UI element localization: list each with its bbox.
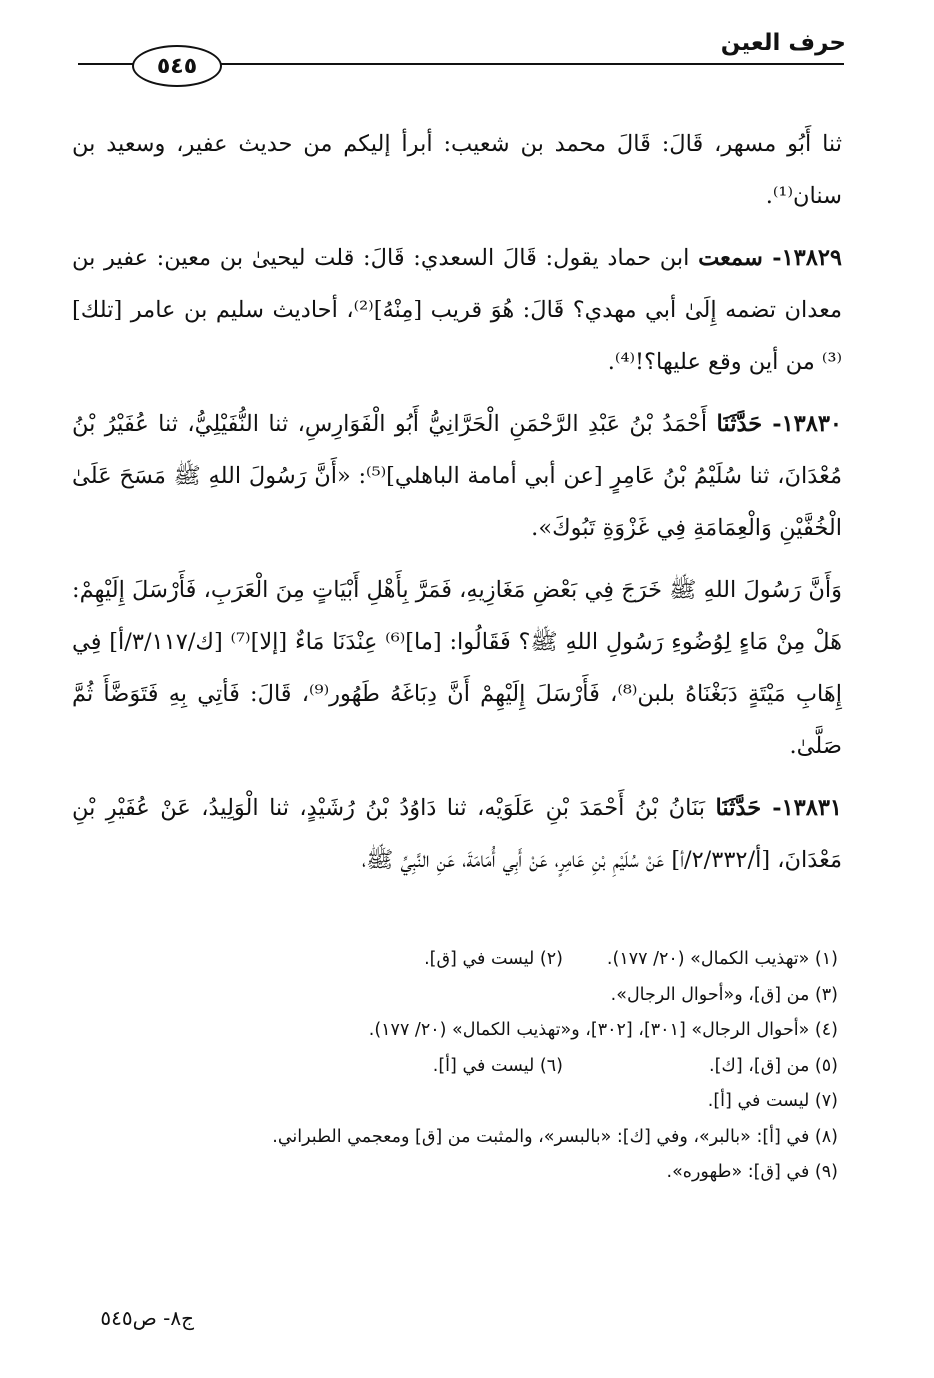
hadith-number: ١٣٨٣١- حَدَّثَنَا bbox=[715, 795, 842, 821]
page-number: ٥٤٥ bbox=[156, 53, 198, 79]
footnotes bbox=[110, 942, 838, 1191]
hadith-text: بَنَانُ بْنُ أَحْمَدَ بْنِ عَلَوَيْه، ثنا دَاوُدُ بْنُ رُشَيْدٍ، ثنا الْوَلِيدُ، عَنْ عُفَيْرِ بْنِ مَعْدَانَ، [أ/٢/٣٣٢/أ] عَنْ سُلَيْمِ بْنِ عَامِرٍ، عَنْ أَبِي أُمَامَةَ، عَنِ النَّبِيِّ ﷺ، bbox=[72, 795, 842, 873]
footnote-3: (٣) من [ق]، و«أحوال الرجال». bbox=[610, 984, 838, 1005]
footnote-5: (٥) من [ق]، [ك]. bbox=[709, 1055, 838, 1076]
hadith-text: ابن حماد يقول: قَالَ السعدي: قَالَ: قلت ليحيىٰ بن معين: عفير بن معدان تضمه إِلَىٰ أبي مهدي؟ قَالَ: هُوَ قريب [مِنْهُ]⁽²⁾، أحاديث سليم بن عامر [تلك]⁽³⁾ من أين وقع عليها؟!⁽⁴⁾. bbox=[72, 245, 842, 375]
footnote-6: (٦) ليست في [أ]. bbox=[432, 1055, 563, 1076]
hadith-text: أَحْمَدُ بْنُ عَبْدِ الرَّحْمَنِ الْحَرَّانِيُّ أَبُو الْفَوَارِسِ، ثنا النُّفَيْلِيُّ، ثنا عُفَيْرُ بْنُ مُعْدَانَ، ثنا سُلَيْمُ بْنُ عَامِرٍ [عن أبي أمامة الباهلي]⁽⁵⁾: «أَنَّ رَسُولَ اللهِ ﷺ مَسَحَ عَلَىٰ الْخُفَّيْنِ وَالْعِمَامَةِ فِي غَزْوَةِ تَبُوكَ». bbox=[72, 411, 843, 541]
paragraph-continuation: ثنا أَبُو مسهر، قَالَ: قَالَ محمد بن شعيب: أبرأ إليكم من حديث عفير، وسعيد بن سنان⁽¹⁾. bbox=[72, 131, 842, 209]
footnote-7: (٧) ليست في [أ]. bbox=[707, 1091, 838, 1111]
footnote-row bbox=[110, 1013, 838, 1049]
hadith-13829 bbox=[72, 232, 842, 388]
footnote-2: (٢) ليست في [ق]. bbox=[424, 949, 563, 969]
footnote-row bbox=[110, 978, 838, 1014]
hadith-number: ١٣٨٢٩- سمعت bbox=[698, 245, 842, 271]
footnote-row bbox=[110, 1084, 838, 1120]
footnote-row bbox=[110, 1120, 838, 1156]
footnote-4: (٤) «أحوال الرجال» [٣٠١]، [٣٠٢]، و«تهذيب الكمال» (٢٠/ ١٧٧). bbox=[368, 1020, 838, 1040]
footnote-9: (٩) في [ق]: «طهوره». bbox=[666, 1162, 838, 1182]
volume-page-reference: ج٨- ص٥٤٥ bbox=[100, 1306, 194, 1330]
footnote-8: (٨) في [أ]: «بالبر»، وفي [ك]: «بالبسر»، والمثبت من [ق] ومعجمي الطبراني. bbox=[272, 1126, 838, 1147]
hadith-13831 bbox=[72, 782, 842, 886]
chapter-title: حرف العين bbox=[720, 30, 846, 56]
footnote-row bbox=[110, 1049, 838, 1085]
footnote-row bbox=[110, 1155, 838, 1191]
footnote-row bbox=[110, 942, 838, 978]
hadith-13830 bbox=[72, 398, 842, 554]
main-text bbox=[72, 118, 842, 886]
hadith-number: ١٣٨٣٠- حَدَّثَنَا bbox=[716, 411, 842, 437]
footnote-1: (١) «تهذيب الكمال» (٢٠/ ١٧٧). bbox=[606, 949, 838, 969]
page-number-badge bbox=[132, 45, 222, 87]
hadith-13830-continued: وَأَنَّ رَسُولَ اللهِ ﷺ خَرَجَ فِي بَعْضِ مَغَازِيهِ، فَمَرَّ بِأَهْلِ أَبْيَاتٍ مِنَ الْعَرَبِ، فَأَرْسَلَ إِلَيْهِمْ: هَلْ مِنْ مَاءٍ لِوُضُوءِ رَسُولِ اللهِ ﷺ؟ فَقَالُوا: [ما]⁽⁶⁾ عِنْدَنَا مَاءٌ [إلا]⁽⁷⁾ [ك/٣/١١٧/أ] فِي إِهَابِ مَيْتَةٍ دَبَغْنَاهُ بلبن⁽⁸⁾، فَأَرْسَلَ إِلَيْهِمْ أَنَّ دِبَاغَهُ طَهُور⁽⁹⁾، قَالَ: فَأتِي بِهِ فَتَوَضَّأَ ثُمَّ صَلَّىٰ. bbox=[72, 577, 843, 759]
